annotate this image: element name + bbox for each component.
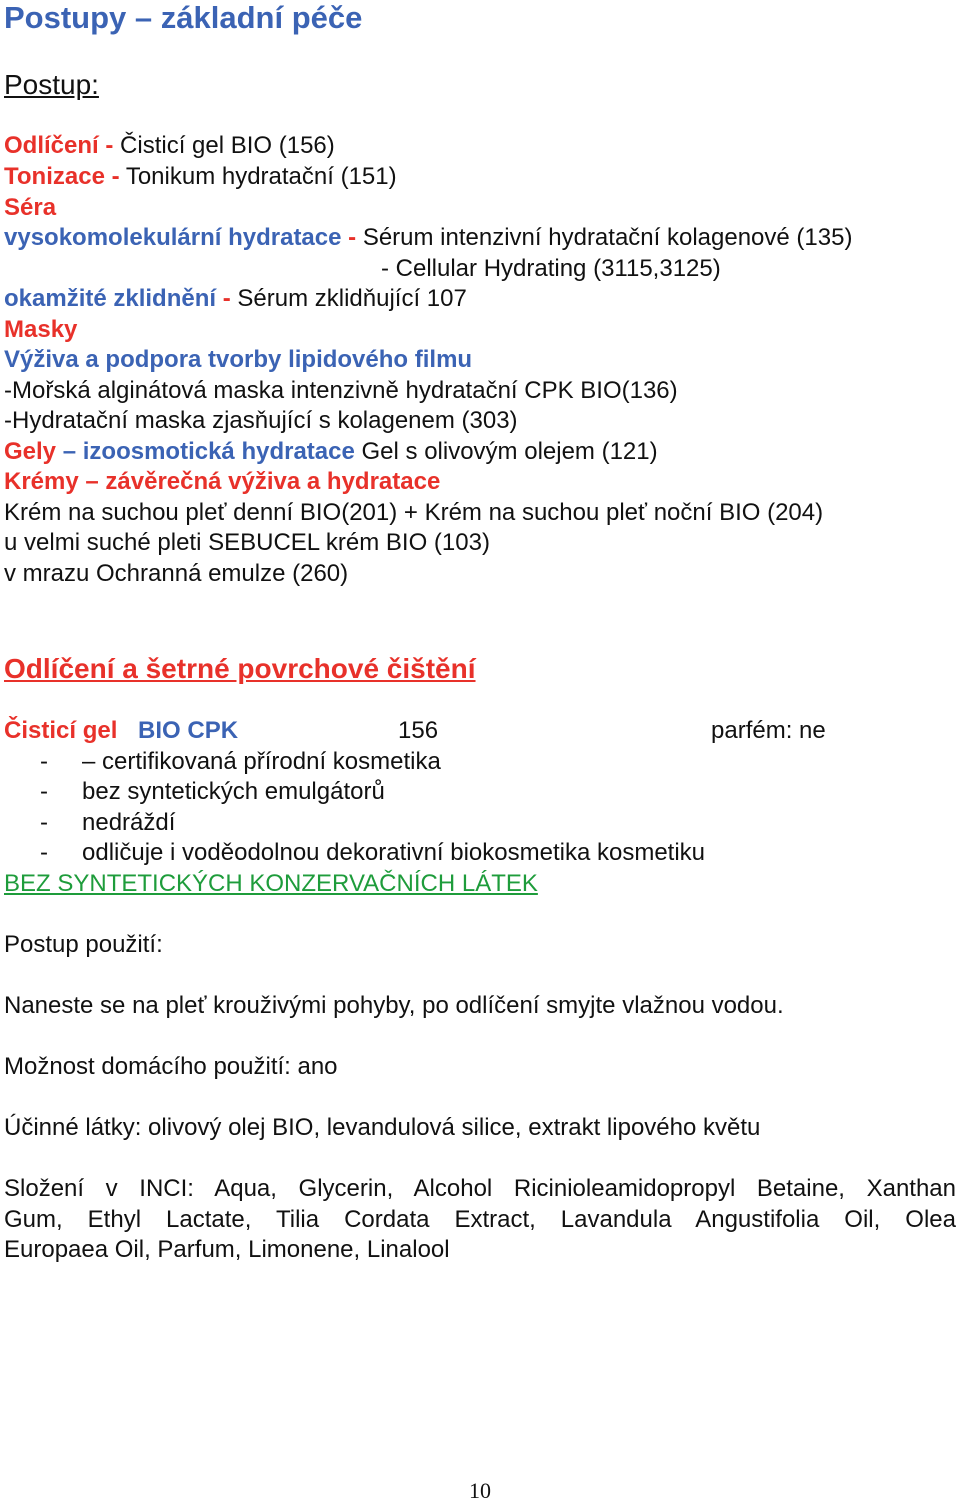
step-morska: -Mořská alginátová maska intenzivně hydratační CPK BIO(136) [4, 377, 678, 404]
product-header [4, 716, 904, 746]
step-label: Krémy [4, 468, 79, 495]
bullet-dash: - [40, 839, 48, 866]
bullet-dash: - [40, 809, 48, 836]
step-sub: závěrečná výživa a hydratace [105, 468, 441, 495]
bullet-dash: - [40, 778, 48, 805]
product-number: 156 [398, 717, 439, 744]
step-dash: - [222, 285, 231, 312]
step-sera: Séra [4, 194, 57, 221]
step-value: Sérum zklidňující 107 [237, 285, 467, 312]
step-dash: – [85, 468, 99, 495]
inci-line: Gum, Ethyl Lactate, Tilia Cordata Extract, Lavandula Angustifolia Oil, Olea [4, 1206, 956, 1233]
product-sub: BIO CPK [138, 717, 239, 744]
step-dash: – [62, 438, 77, 465]
bullet-text: – certifikovaná přírodní kosmetika [82, 748, 441, 775]
step-value: Tonikum hydratační (151) [125, 163, 397, 190]
no-preservatives-note: BEZ SYNTETICKÝCH KONZERVAČNÍCH LÁTEK [4, 870, 538, 897]
product-name: Čisticí gel [4, 717, 118, 744]
active-ingredients: Účinné látky: olivový olej BIO, levandulová silice, extrakt lipového květu [4, 1114, 761, 1141]
bullet-dash: - [40, 748, 48, 775]
step-kremy [4, 467, 440, 497]
section-title: Odlíčení a šetrné povrchové čištění [4, 653, 476, 684]
step-label: okamžité zklidnění [4, 285, 217, 312]
step-sub: izoosmotická hydratace [82, 438, 355, 465]
step-hydratacni-maska: -Hydratační maska zjasňující s kolagenem (303) [4, 407, 518, 434]
step-value: Sérum intenzivní hydratační kolagenové (135) [362, 224, 853, 251]
inci-line: Europaea Oil, Parfum, Limonene, Linalool [4, 1236, 450, 1263]
step-value: Gel s olivovým olejem (121) [361, 438, 658, 465]
bullet-text: bez syntetických emulgátorů [82, 778, 385, 805]
postup-heading: Postup: [4, 69, 99, 100]
step-label: Tonizace - [4, 163, 120, 190]
step-gely [4, 437, 658, 467]
page-number: 10 [469, 1478, 491, 1503]
step-mraz-line: v mrazu Ochranná emulze (260) [4, 560, 349, 587]
step-label: Odlíčení - [4, 132, 114, 159]
step-label: vysokomolekulární hydratace [4, 224, 342, 251]
home-use: Možnost domácího použití: ano [4, 1053, 338, 1080]
step-value: Čisticí gel BIO (156) [120, 132, 335, 159]
step-krem-line: Krém na suchou pleť denní BIO(201) + Krém na suchou pleť noční BIO (204) [4, 499, 824, 526]
step-okamzite [4, 284, 467, 314]
step-tonizace [4, 162, 397, 192]
step-vysokomolekularni [4, 223, 852, 253]
step-odliceni [4, 131, 335, 161]
product-perfume: parfém: ne [711, 717, 826, 744]
step-dash: - [348, 224, 357, 251]
usage-heading: Postup použití: [4, 931, 163, 958]
step-vyziva: Výživa a podpora tvorby lipidového filmu [4, 346, 473, 373]
page-title: Postupy – základní péče [4, 0, 363, 35]
step-suche-line: u velmi suché pleti SEBUCEL krém BIO (103) [4, 529, 490, 556]
bullet-text: odličuje i voděodolnou dekorativní biokosmetika kosmetiku [82, 839, 706, 866]
step-cellular: - Cellular Hydrating (3115,3125) [381, 255, 721, 282]
inci-line: Složení v INCI: Aqua, Glycerin, Alcohol Ricinioleamidopropyl Betaine, Xanthan [4, 1175, 956, 1202]
bullet-text: nedráždí [82, 809, 176, 836]
step-masky: Masky [4, 316, 78, 343]
step-label: Gely [4, 438, 57, 465]
usage-text: Naneste se na pleť krouživými pohyby, po odlíčení smyjte vlažnou vodou. [4, 992, 784, 1019]
